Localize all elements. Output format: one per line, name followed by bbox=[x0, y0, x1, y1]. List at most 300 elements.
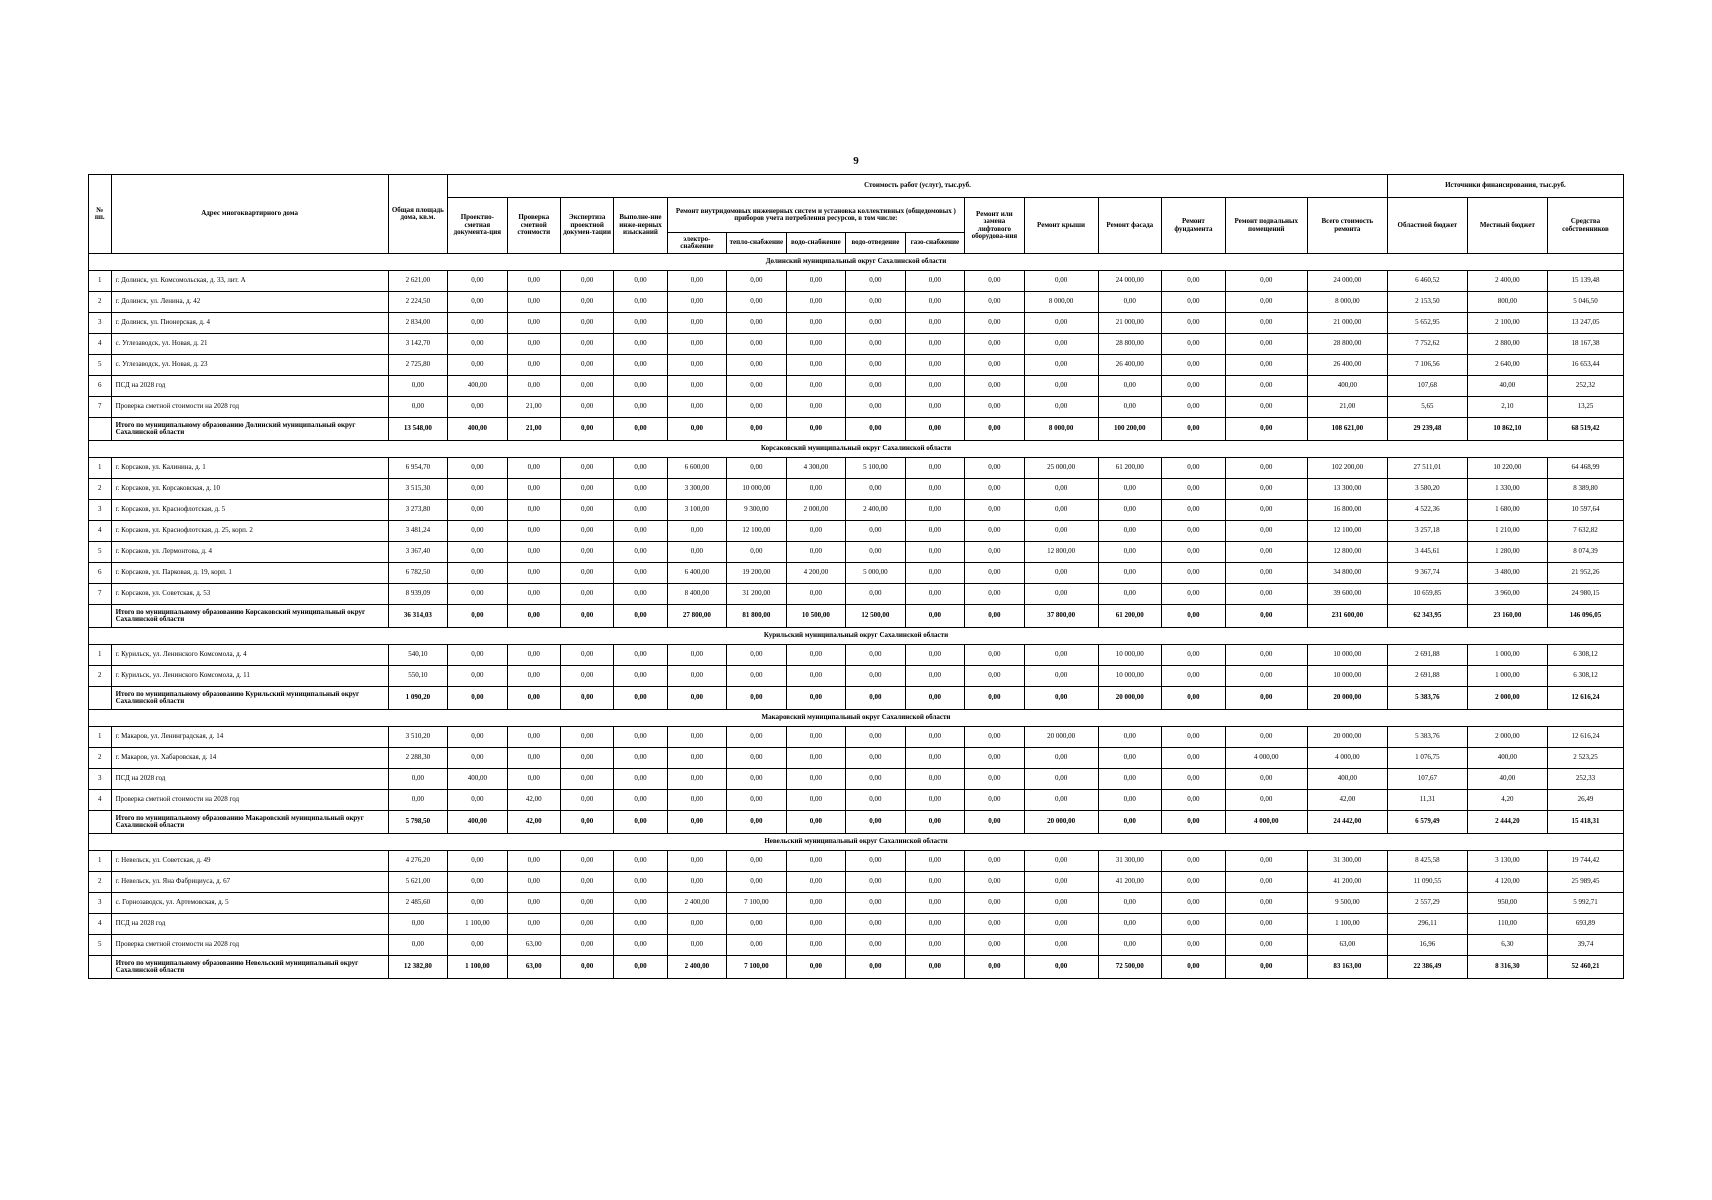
row-value: 0,00 bbox=[1225, 313, 1307, 334]
row-value: 0,00 bbox=[905, 376, 965, 397]
row-value: 10 000,00 bbox=[1307, 645, 1387, 666]
row-value: 0,00 bbox=[667, 645, 727, 666]
total-value: 0,00 bbox=[905, 811, 965, 834]
total-value: 10 862,10 bbox=[1467, 418, 1547, 441]
row-value: 400,00 bbox=[448, 376, 508, 397]
row-value: 0,00 bbox=[614, 542, 667, 563]
row-value: 5 652,95 bbox=[1387, 313, 1467, 334]
row-address: Проверка сметной стоимости на 2028 год bbox=[111, 790, 388, 811]
row-value: 0,00 bbox=[448, 542, 508, 563]
row-value: 3 367,40 bbox=[388, 542, 448, 563]
table-row bbox=[89, 313, 1624, 334]
row-value: 0,00 bbox=[388, 376, 448, 397]
row-value: 10 659,85 bbox=[1387, 584, 1467, 605]
row-value: 0,00 bbox=[846, 542, 906, 563]
row-value: 0,00 bbox=[667, 790, 727, 811]
row-value: 0,00 bbox=[1098, 397, 1162, 418]
row-value: 31 200,00 bbox=[727, 584, 787, 605]
row-value: 3 445,61 bbox=[1387, 542, 1467, 563]
total-label: Итого по муниципальному образованию Долинский муниципальный округ Сахалинской области bbox=[111, 418, 388, 441]
row-value: 0,00 bbox=[1098, 935, 1162, 956]
row-value: 0,00 bbox=[727, 376, 787, 397]
row-value: 2 153,50 bbox=[1387, 292, 1467, 313]
row-value: 3 130,00 bbox=[1467, 851, 1547, 872]
row-value: 0,00 bbox=[1162, 935, 1226, 956]
total-value: 0,00 bbox=[1225, 956, 1307, 979]
row-value: 0,00 bbox=[905, 748, 965, 769]
row-value: 0,00 bbox=[667, 666, 727, 687]
row-value: 1 330,00 bbox=[1467, 479, 1547, 500]
row-value: 0,00 bbox=[560, 292, 613, 313]
total-value: 23 160,00 bbox=[1467, 605, 1547, 628]
total-value: 0,00 bbox=[846, 418, 906, 441]
total-value: 0,00 bbox=[1162, 956, 1226, 979]
total-value: 0,00 bbox=[965, 956, 1025, 979]
row-value: 0,00 bbox=[507, 563, 560, 584]
row-value: 0,00 bbox=[507, 748, 560, 769]
row-value: 0,00 bbox=[1024, 851, 1098, 872]
row-value: 0,00 bbox=[1225, 292, 1307, 313]
row-value: 0,00 bbox=[614, 458, 667, 479]
section-header-row bbox=[89, 834, 1624, 851]
row-value: 950,00 bbox=[1467, 893, 1547, 914]
row-value: 4 300,00 bbox=[786, 458, 846, 479]
row-value: 0,00 bbox=[614, 334, 667, 355]
row-value: 0,00 bbox=[1225, 645, 1307, 666]
row-value: 0,00 bbox=[1162, 584, 1226, 605]
row-value: 0,00 bbox=[786, 645, 846, 666]
row-value: 15 139,48 bbox=[1547, 271, 1623, 292]
row-value: 4 120,00 bbox=[1467, 872, 1547, 893]
total-number bbox=[89, 687, 112, 710]
table-row bbox=[89, 563, 1624, 584]
row-value: 0,00 bbox=[1225, 563, 1307, 584]
page-number: 9 bbox=[853, 155, 859, 167]
total-value: 12 616,24 bbox=[1547, 687, 1623, 710]
total-value: 0,00 bbox=[667, 811, 727, 834]
row-value: 0,00 bbox=[1162, 479, 1226, 500]
row-value: 0,00 bbox=[560, 334, 613, 355]
row-address: Проверка сметной стоимости на 2028 год bbox=[111, 935, 388, 956]
total-value: 12 382,80 bbox=[388, 956, 448, 979]
row-value: 0,00 bbox=[1162, 521, 1226, 542]
row-address: г. Корсаков, ул. Калинина, д. 1 bbox=[111, 458, 388, 479]
row-value: 3 257,18 bbox=[1387, 521, 1467, 542]
row-value: 0,00 bbox=[786, 355, 846, 376]
row-value: 25 989,45 bbox=[1547, 872, 1623, 893]
row-value: 6 308,12 bbox=[1547, 666, 1623, 687]
row-value: 0,00 bbox=[905, 479, 965, 500]
row-value: 6 308,12 bbox=[1547, 645, 1623, 666]
row-value: 2 880,00 bbox=[1467, 334, 1547, 355]
row-value: 0,00 bbox=[1162, 355, 1226, 376]
row-value: 0,00 bbox=[965, 790, 1025, 811]
row-value: 26,49 bbox=[1547, 790, 1623, 811]
row-number: 1 bbox=[89, 458, 112, 479]
total-value: 0,00 bbox=[1225, 418, 1307, 441]
row-value: 28 800,00 bbox=[1307, 334, 1387, 355]
row-value: 0,00 bbox=[448, 666, 508, 687]
total-value: 0,00 bbox=[1162, 811, 1226, 834]
total-value: 0,00 bbox=[560, 418, 613, 441]
row-value: 0,00 bbox=[448, 458, 508, 479]
row-value: 2 000,00 bbox=[786, 500, 846, 521]
row-value: 0,00 bbox=[1162, 271, 1226, 292]
row-value: 102 200,00 bbox=[1307, 458, 1387, 479]
row-value: 0,00 bbox=[905, 334, 965, 355]
total-value: 13 548,00 bbox=[388, 418, 448, 441]
table-row bbox=[89, 748, 1624, 769]
header-address: Адрес многоквартирного дома bbox=[111, 175, 388, 254]
row-value: 0,00 bbox=[786, 851, 846, 872]
row-value: 0,00 bbox=[1098, 542, 1162, 563]
row-value: 0,00 bbox=[786, 769, 846, 790]
row-number: 2 bbox=[89, 292, 112, 313]
row-value: 0,00 bbox=[560, 851, 613, 872]
row-value: 0,00 bbox=[727, 790, 787, 811]
header-heat: тепло-снабжение bbox=[727, 233, 787, 254]
table-row bbox=[89, 458, 1624, 479]
header-water: водо-снабжение bbox=[786, 233, 846, 254]
row-value: 0,00 bbox=[965, 479, 1025, 500]
row-value: 0,00 bbox=[965, 376, 1025, 397]
row-value: 42,00 bbox=[1307, 790, 1387, 811]
row-value: 10 000,00 bbox=[1098, 645, 1162, 666]
row-value: 0,00 bbox=[786, 542, 846, 563]
row-value: 8 000,00 bbox=[1024, 292, 1098, 313]
row-value: 0,00 bbox=[560, 479, 613, 500]
total-value: 0,00 bbox=[1024, 956, 1098, 979]
row-number: 3 bbox=[89, 313, 112, 334]
table-row bbox=[89, 355, 1624, 376]
total-value: 0,00 bbox=[1024, 687, 1098, 710]
row-value: 0,00 bbox=[614, 935, 667, 956]
row-value: 0,00 bbox=[1162, 563, 1226, 584]
row-value: 0,00 bbox=[905, 500, 965, 521]
total-value: 0,00 bbox=[448, 687, 508, 710]
row-address: ПСД на 2028 год bbox=[111, 914, 388, 935]
table-row bbox=[89, 271, 1624, 292]
row-value: 0,00 bbox=[448, 563, 508, 584]
row-value: 21 000,00 bbox=[1098, 313, 1162, 334]
row-address: г. Долинск, ул. Пионерская, д. 4 bbox=[111, 313, 388, 334]
total-value: 146 096,05 bbox=[1547, 605, 1623, 628]
section-title: Макаровский муниципальный округ Сахалинской области bbox=[89, 710, 1624, 727]
row-value: 40,00 bbox=[1467, 376, 1547, 397]
row-value: 0,00 bbox=[507, 727, 560, 748]
row-value: 27 511,01 bbox=[1387, 458, 1467, 479]
row-value: 0,00 bbox=[507, 313, 560, 334]
total-row bbox=[89, 956, 1624, 979]
row-number: 4 bbox=[89, 790, 112, 811]
row-value: 0,00 bbox=[560, 893, 613, 914]
row-value: 0,00 bbox=[786, 521, 846, 542]
row-value: 0,00 bbox=[1098, 914, 1162, 935]
row-value: 26 400,00 bbox=[1098, 355, 1162, 376]
row-value: 0,00 bbox=[388, 914, 448, 935]
row-value: 0,00 bbox=[614, 376, 667, 397]
total-value: 61 200,00 bbox=[1098, 605, 1162, 628]
row-number: 4 bbox=[89, 914, 112, 935]
header-total-cost: Всего стоимость ремонта bbox=[1307, 198, 1387, 254]
row-number: 5 bbox=[89, 935, 112, 956]
total-value: 63,00 bbox=[507, 956, 560, 979]
row-value: 0,00 bbox=[448, 334, 508, 355]
row-value: 0,00 bbox=[1225, 334, 1307, 355]
row-value: 8 389,80 bbox=[1547, 479, 1623, 500]
header-foundation: Ремонт фундамента bbox=[1162, 198, 1226, 254]
row-value: 107,67 bbox=[1387, 769, 1467, 790]
row-value: 0,00 bbox=[1225, 914, 1307, 935]
total-value: 36 314,03 bbox=[388, 605, 448, 628]
row-value: 1 100,00 bbox=[1307, 914, 1387, 935]
row-value: 0,00 bbox=[846, 893, 906, 914]
header-regional: Областной бюджет bbox=[1387, 198, 1467, 254]
row-value: 0,00 bbox=[1024, 479, 1098, 500]
row-value: 0,00 bbox=[1225, 584, 1307, 605]
row-address: ПСД на 2028 год bbox=[111, 376, 388, 397]
row-value: 5,65 bbox=[1387, 397, 1467, 418]
total-value: 20 000,00 bbox=[1307, 687, 1387, 710]
row-value: 0,00 bbox=[786, 584, 846, 605]
row-value: 4,20 bbox=[1467, 790, 1547, 811]
row-value: 24 000,00 bbox=[1307, 271, 1387, 292]
row-value: 0,00 bbox=[965, 584, 1025, 605]
row-value: 0,00 bbox=[786, 790, 846, 811]
row-value: 6 600,00 bbox=[667, 458, 727, 479]
row-value: 61 200,00 bbox=[1098, 458, 1162, 479]
row-value: 0,00 bbox=[507, 292, 560, 313]
row-value: 21,00 bbox=[1307, 397, 1387, 418]
row-value: 10 220,00 bbox=[1467, 458, 1547, 479]
row-value: 0,00 bbox=[1024, 790, 1098, 811]
row-value: 2 400,00 bbox=[1467, 271, 1547, 292]
total-label: Итого по муниципальному образованию Корсаковский муниципальный округ Сахалинской области bbox=[111, 605, 388, 628]
row-value: 0,00 bbox=[727, 542, 787, 563]
row-value: 16 800,00 bbox=[1307, 500, 1387, 521]
row-value: 0,00 bbox=[846, 521, 906, 542]
row-value: 0,00 bbox=[507, 334, 560, 355]
row-value: 0,00 bbox=[1225, 458, 1307, 479]
row-value: 0,00 bbox=[507, 851, 560, 872]
row-value: 0,00 bbox=[905, 355, 965, 376]
row-value: 0,00 bbox=[905, 458, 965, 479]
row-number: 6 bbox=[89, 376, 112, 397]
row-value: 34 800,00 bbox=[1307, 563, 1387, 584]
section-header-row bbox=[89, 441, 1624, 458]
row-value: 0,00 bbox=[965, 769, 1025, 790]
header-sewer: водо-отведение bbox=[846, 233, 906, 254]
section-header-row bbox=[89, 710, 1624, 727]
row-value: 28 800,00 bbox=[1098, 334, 1162, 355]
row-value: 0,00 bbox=[1098, 376, 1162, 397]
row-value: 540,10 bbox=[388, 645, 448, 666]
row-value: 0,00 bbox=[846, 355, 906, 376]
row-value: 0,00 bbox=[905, 292, 965, 313]
row-value: 0,00 bbox=[560, 584, 613, 605]
total-value: 10 500,00 bbox=[786, 605, 846, 628]
table-row bbox=[89, 914, 1624, 935]
row-value: 0,00 bbox=[560, 790, 613, 811]
row-value: 2 000,00 bbox=[1467, 727, 1547, 748]
header-basement: Ремонт подвальных помещений bbox=[1225, 198, 1307, 254]
row-value: 10 000,00 bbox=[727, 479, 787, 500]
row-value: 4 522,36 bbox=[1387, 500, 1467, 521]
row-address: г. Курильск, ул. Ленинского Комсомола, д. 11 bbox=[111, 666, 388, 687]
row-value: 0,00 bbox=[846, 584, 906, 605]
row-value: 0,00 bbox=[1098, 563, 1162, 584]
total-value: 0,00 bbox=[1162, 687, 1226, 710]
total-value: 0,00 bbox=[614, 418, 667, 441]
row-value: 0,00 bbox=[1024, 521, 1098, 542]
row-value: 0,00 bbox=[1098, 521, 1162, 542]
row-value: 0,00 bbox=[1225, 500, 1307, 521]
row-value: 0,00 bbox=[1225, 769, 1307, 790]
row-value: 6 460,52 bbox=[1387, 271, 1467, 292]
row-value: 64 468,99 bbox=[1547, 458, 1623, 479]
row-value: 107,68 bbox=[1387, 376, 1467, 397]
row-value: 0,00 bbox=[560, 542, 613, 563]
row-value: 5 100,00 bbox=[846, 458, 906, 479]
row-value: 3 273,80 bbox=[388, 500, 448, 521]
row-value: 41 200,00 bbox=[1098, 872, 1162, 893]
row-value: 0,00 bbox=[727, 851, 787, 872]
row-value: 0,00 bbox=[905, 666, 965, 687]
row-value: 0,00 bbox=[965, 748, 1025, 769]
header-finance-group: Источники финансирования, тыс.руб. bbox=[1387, 175, 1623, 198]
row-value: 0,00 bbox=[965, 645, 1025, 666]
total-value: 0,00 bbox=[965, 605, 1025, 628]
row-value: 3 481,24 bbox=[388, 521, 448, 542]
row-value: 0,00 bbox=[786, 748, 846, 769]
row-value: 0,00 bbox=[448, 872, 508, 893]
row-number: 1 bbox=[89, 645, 112, 666]
row-value: 63,00 bbox=[1307, 935, 1387, 956]
row-value: 2 485,60 bbox=[388, 893, 448, 914]
row-value: 0,00 bbox=[1024, 935, 1098, 956]
row-value: 0,00 bbox=[1225, 935, 1307, 956]
row-value: 0,00 bbox=[507, 521, 560, 542]
row-value: 0,00 bbox=[667, 292, 727, 313]
table-row bbox=[89, 292, 1624, 313]
row-value: 0,00 bbox=[727, 914, 787, 935]
total-number bbox=[89, 418, 112, 441]
row-value: 0,00 bbox=[786, 893, 846, 914]
row-value: 0,00 bbox=[667, 727, 727, 748]
total-value: 0,00 bbox=[786, 418, 846, 441]
row-value: 0,00 bbox=[965, 872, 1025, 893]
total-value: 4 000,00 bbox=[1225, 811, 1307, 834]
row-value: 0,00 bbox=[1225, 542, 1307, 563]
row-value: 2 400,00 bbox=[846, 500, 906, 521]
row-value: 16 653,44 bbox=[1547, 355, 1623, 376]
row-value: 2 640,00 bbox=[1467, 355, 1547, 376]
total-value: 0,00 bbox=[667, 418, 727, 441]
header-electro: электро-снабжение bbox=[667, 233, 727, 254]
row-value: 0,00 bbox=[448, 790, 508, 811]
row-value: 0,00 bbox=[560, 376, 613, 397]
row-value: 19 200,00 bbox=[727, 563, 787, 584]
table-row bbox=[89, 397, 1624, 418]
row-value: 0,00 bbox=[846, 397, 906, 418]
row-value: 0,00 bbox=[965, 914, 1025, 935]
row-value: 0,00 bbox=[846, 313, 906, 334]
row-value: 0,00 bbox=[1162, 292, 1226, 313]
row-value: 0,00 bbox=[667, 334, 727, 355]
total-number bbox=[89, 956, 112, 979]
row-value: 2 691,88 bbox=[1387, 666, 1467, 687]
row-value: 0,00 bbox=[727, 334, 787, 355]
row-value: 26 400,00 bbox=[1307, 355, 1387, 376]
row-value: 0,00 bbox=[614, 645, 667, 666]
row-value: 0,00 bbox=[1024, 313, 1098, 334]
row-value: 0,00 bbox=[1024, 872, 1098, 893]
row-value: 0,00 bbox=[727, 872, 787, 893]
total-value: 108 621,00 bbox=[1307, 418, 1387, 441]
total-value: 0,00 bbox=[507, 687, 560, 710]
row-value: 9 500,00 bbox=[1307, 893, 1387, 914]
row-value: 0,00 bbox=[846, 666, 906, 687]
total-value: 15 418,31 bbox=[1547, 811, 1623, 834]
row-value: 0,00 bbox=[905, 542, 965, 563]
row-value: 0,00 bbox=[1162, 645, 1226, 666]
row-value: 0,00 bbox=[1024, 500, 1098, 521]
row-value: 3 142,70 bbox=[388, 334, 448, 355]
row-value: 0,00 bbox=[614, 271, 667, 292]
row-value: 0,00 bbox=[786, 666, 846, 687]
total-value: 0,00 bbox=[1225, 687, 1307, 710]
row-value: 3 580,20 bbox=[1387, 479, 1467, 500]
header-internal-group: Ремонт внутридомовых инженерных систем и установка коллективных (общедомовых ) приборов учета потребления ресурсов, в том числе: bbox=[667, 198, 965, 233]
row-value: 0,00 bbox=[667, 397, 727, 418]
total-value: 0,00 bbox=[507, 605, 560, 628]
row-address: г. Корсаков, ул. Корсаковская, д. 10 bbox=[111, 479, 388, 500]
row-number: 6 bbox=[89, 563, 112, 584]
total-value: 6 579,49 bbox=[1387, 811, 1467, 834]
row-value: 0,00 bbox=[507, 271, 560, 292]
header-local: Местный бюджет bbox=[1467, 198, 1547, 254]
header-elevator: Ремонт или замена лифтового оборудова-ния bbox=[965, 198, 1025, 254]
row-value: 3 510,20 bbox=[388, 727, 448, 748]
total-value: 0,00 bbox=[786, 956, 846, 979]
table-row bbox=[89, 893, 1624, 914]
row-value: 0,00 bbox=[560, 355, 613, 376]
row-value: 7 752,62 bbox=[1387, 334, 1467, 355]
row-value: 0,00 bbox=[846, 935, 906, 956]
row-value: 0,00 bbox=[448, 521, 508, 542]
row-value: 0,00 bbox=[905, 769, 965, 790]
total-value: 2 400,00 bbox=[667, 956, 727, 979]
row-number: 7 bbox=[89, 397, 112, 418]
row-value: 0,00 bbox=[448, 893, 508, 914]
row-value: 800,00 bbox=[1467, 292, 1547, 313]
row-value: 0,00 bbox=[727, 645, 787, 666]
row-value: 0,00 bbox=[965, 542, 1025, 563]
row-value: 3 300,00 bbox=[667, 479, 727, 500]
row-address: г. Невельск, ул. Яна Фабрициуса, д. 67 bbox=[111, 872, 388, 893]
header-area: Общая площадь дома, кв.м. bbox=[388, 175, 448, 254]
row-value: 21 952,26 bbox=[1547, 563, 1623, 584]
row-value: 0,00 bbox=[846, 851, 906, 872]
total-value: 400,00 bbox=[448, 811, 508, 834]
row-value: 0,00 bbox=[1162, 334, 1226, 355]
row-value: 0,00 bbox=[846, 645, 906, 666]
row-value: 9 300,00 bbox=[727, 500, 787, 521]
row-value: 19 744,42 bbox=[1547, 851, 1623, 872]
row-value: 0,00 bbox=[1024, 645, 1098, 666]
row-value: 3 100,00 bbox=[667, 500, 727, 521]
row-number: 2 bbox=[89, 748, 112, 769]
